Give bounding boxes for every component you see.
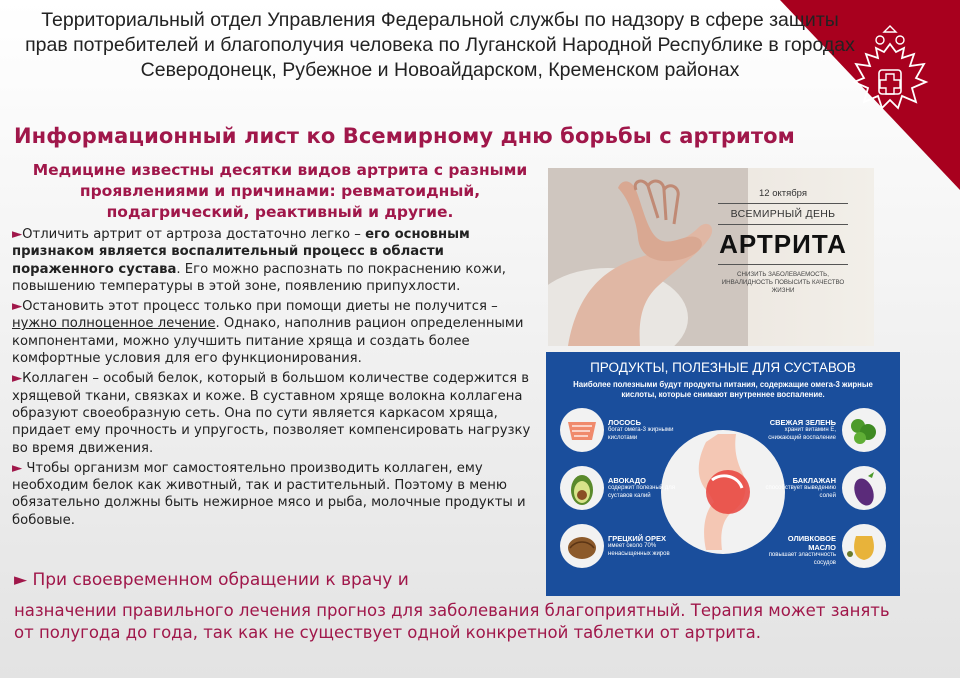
food-greens: СВЕЖАЯ ЗЕЛЕНЬ хранит витамин Е, снижающий воспаление xyxy=(768,418,836,441)
salmon-icon xyxy=(560,408,604,452)
agency-header: Территориальный отдел Управления Федеральной службы по надзору в сфере защиты прав потребителей и благополучия человека по Луганской Народной Республике в городах Северодонецк, Рубежное и Новоайдарском, Кременском районах xyxy=(25,9,855,81)
arrow-bullet-icon: ► xyxy=(12,299,23,315)
greens-icon xyxy=(842,408,886,452)
paragraph-1: ►Отличить артрит от артроза достаточно легко – его основным признаком является воспалительный процесс в области пораженного сустава. Его можно распознать по покраснению кожи, повышению температуры в этой зоне, появлению припухлости. xyxy=(12,227,506,294)
infographic-subtitle: Наиболее полезными будут продукты питания, содержащие омега-3 жирные кислоты, которые снимают внутреннее воспаление. xyxy=(573,380,873,399)
food-walnut: ГРЕЦКИЙ ОРЕХ имеет около 70% ненасыщенных жиров xyxy=(608,534,670,557)
walnut-icon xyxy=(560,524,604,568)
arrow-bullet-icon: ► xyxy=(12,371,23,387)
arrow-bullet-icon: ► xyxy=(12,460,23,476)
body-text xyxy=(12,226,542,532)
poster-slogan: СНИЗИТЬ ЗАБОЛЕВАЕМОСТЬ, ИНВАЛИДНОСТЬ ПОВЫСИТЬ КАЧЕСТВО ЖИЗНИ xyxy=(721,271,845,294)
arrow-bullet-icon: ► xyxy=(12,227,23,242)
divider xyxy=(718,203,848,204)
arrow-bullet-icon: ► xyxy=(14,570,28,590)
paragraph-3: ►Коллаген – особый белок, который в большом количестве содержится в хрящевой ткани, связках и коже. В суставном хряще волокна коллагена образуют своеобразную сеть. Она по сути является каркасом хряща, придает ему прочность и упругость, позволяет компенсировать нагрузку во время движения. xyxy=(12,371,531,456)
divider xyxy=(718,264,848,265)
conclusion-text: назначении правильного лечения прогноз для заболевания благоприятный. Терапия может занять от полугода до года, так как не существует одной конкретной таблетки от артрита. xyxy=(14,601,890,642)
divider xyxy=(718,224,848,225)
eggplant-icon xyxy=(842,466,886,510)
food-salmon: ЛОСОСЬ богат омега-3 жирными кислотами xyxy=(608,418,674,441)
infographic-title: ПРОДУКТЫ, ПОЛЕЗНЫЕ ДЛЯ СУСТАВОВ xyxy=(590,360,856,375)
food-olive-oil: ОЛИВКОВОЕ МАСЛО повышает эластичность сосудов xyxy=(768,534,836,566)
arthritis-day-poster xyxy=(548,168,874,346)
poster-date: 12 октября xyxy=(758,188,807,199)
poster-card xyxy=(708,186,858,298)
subheading: Медицине известны десятки видов артрита с разными проявлениями и причинами: ревматоидный, подагрический, реактивный и другие. xyxy=(32,161,528,221)
paragraph-2: ►Остановить этот процесс только при помощи диеты не получится – нужно полноценное лечение. Однако, наполнив рацион определенными компонентами, можно улучшить питание хряща и создать более комфортные условия для его функционирования. xyxy=(12,299,524,367)
food-avocado: АВОКАДО содержит полезный для суставов калий xyxy=(608,476,676,499)
poster-title: АРТРИТА xyxy=(719,229,847,259)
poster-world-day: ВСЕМИРНЫЙ ДЕНЬ xyxy=(730,208,836,220)
paragraph-5-first-line: ► При своевременном обращении к врачу и xyxy=(14,570,409,590)
avocado-icon xyxy=(560,466,604,510)
foods-infographic xyxy=(546,352,900,596)
food-eggplant: БАКЛАЖАН способствует выведению солей xyxy=(765,476,836,499)
olive-oil-icon xyxy=(842,524,886,568)
page-title: Информационный лист ко Всемирному дню борьбы с артритом xyxy=(14,124,795,148)
paragraph-4: ► Чтобы организм мог самостоятельно производить коллаген, ему необходим белок как животный, так и растительный. Поэтому в меню обязательно должны быть нежирное мясо и рыба, молочные продукты и бобовые. xyxy=(12,460,526,528)
